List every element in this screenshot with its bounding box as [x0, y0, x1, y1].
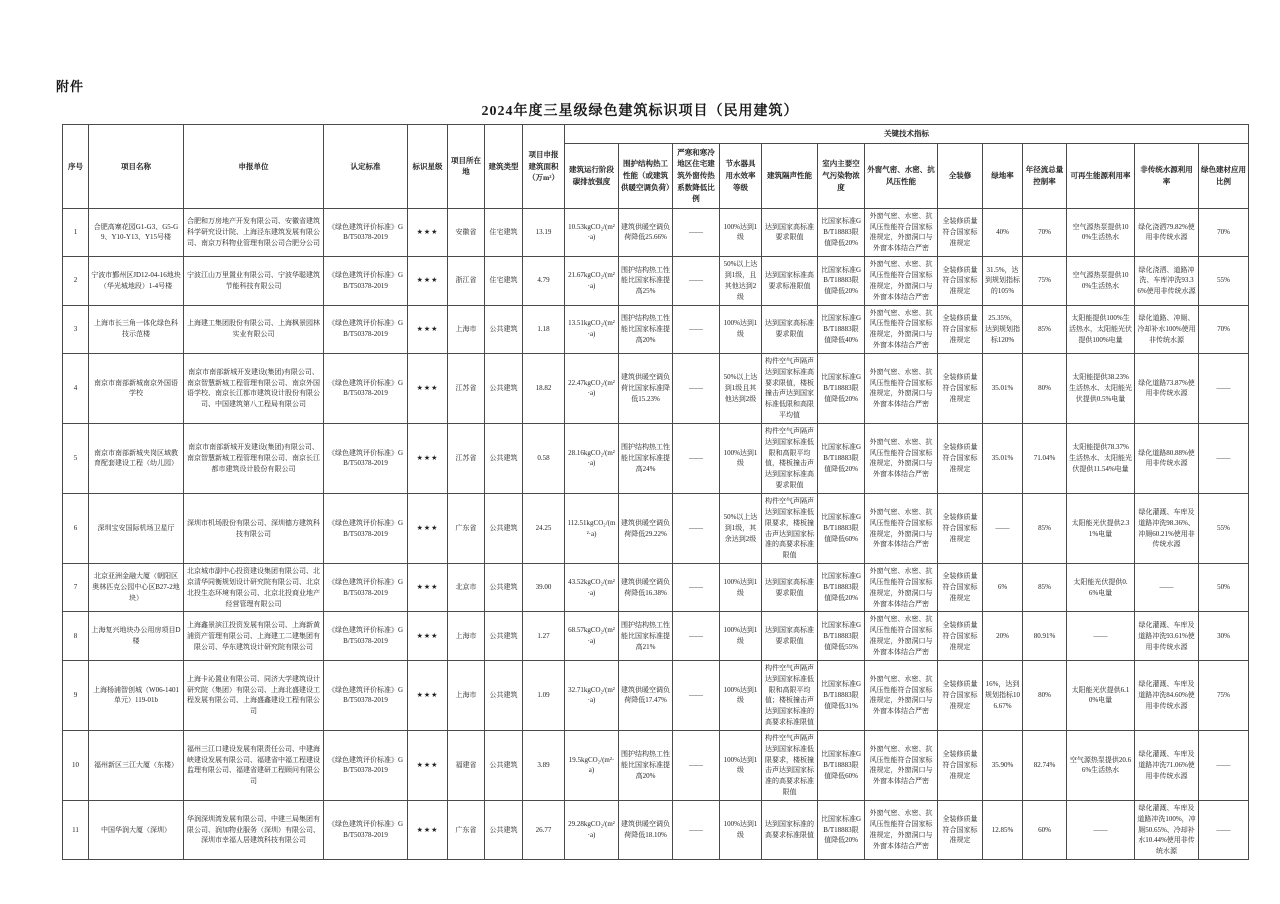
cold-region-window-reduction: —— — [673, 730, 720, 800]
carbon-intensity: 43.52kgCO₂/(m²·a) — [565, 564, 619, 612]
renewable-energy-rate: 空气源热泵提供100%生活热水 — [1067, 208, 1135, 256]
declared-area: 0.58 — [523, 423, 565, 493]
window-airtightness: 外窗气密、水密、抗风压性能符合国家标准规定，外窗洞口与外窗本体结合严密 — [865, 305, 938, 353]
green-ratio: 31.5%，达到规划指标的105% — [983, 257, 1023, 305]
water-fixture-grade: 100%达到1级 — [720, 305, 762, 353]
full-decoration: 全装修质量符合国家标准规定 — [938, 612, 983, 660]
window-airtightness: 外窗气密、水密、抗风压性能符合国家标准规定，外窗洞口与外窗本体结合严密 — [865, 257, 938, 305]
column-header: 项目所在地 — [448, 125, 485, 209]
project-location: 广东省 — [448, 800, 485, 859]
full-decoration: 全装修质量符合国家标准规定 — [938, 257, 983, 305]
declared-area: 26.77 — [523, 800, 565, 859]
key-column-header: 非传统水源利用率 — [1135, 143, 1199, 208]
certification-standard: 《绿色建筑评价标准》GB/T50378-2019 — [324, 612, 408, 660]
building-type: 住宅建筑 — [485, 257, 523, 305]
star-rating: ★★★ — [408, 730, 448, 800]
green-material-ratio: 70% — [1199, 305, 1249, 353]
full-decoration: 全装修质量符合国家标准规定 — [938, 305, 983, 353]
green-material-ratio: 75% — [1199, 660, 1249, 730]
key-indicators-group-header: 关键技术指标 — [565, 125, 1249, 144]
star-rating: ★★★ — [408, 660, 448, 730]
key-column-header: 建筑运行阶段碳排放强度 — [565, 143, 619, 208]
key-column-header: 围护结构热工性能（或建筑供暖空调负荷） — [619, 143, 673, 208]
indoor-air-pollutant: 比国家标准GB/T18883限值降低20% — [818, 423, 865, 493]
carbon-intensity: 22.47kgCO₂/(m²·a) — [565, 353, 619, 423]
envelope-performance: 建筑供暖空调负荷降低18.10% — [619, 800, 673, 859]
carbon-intensity: 29.28kgCO₂/(m²·a) — [565, 800, 619, 859]
cold-region-window-reduction: —— — [673, 494, 720, 564]
carbon-intensity: 112.51kgCO₂/(m²·a) — [565, 494, 619, 564]
star-rating: ★★★ — [408, 208, 448, 256]
declared-area: 39.00 — [523, 564, 565, 612]
building-type: 公共建筑 — [485, 660, 523, 730]
sound-insulation: 达到国家标准的高要求标准限值 — [762, 800, 818, 859]
carbon-intensity: 13.51kgCO₂/(m²·a) — [565, 305, 619, 353]
project-location: 北京市 — [448, 564, 485, 612]
water-fixture-grade: 100%达到1级 — [720, 208, 762, 256]
applicant-unit: 合肥和万房地产开发有限公司、安徽省建筑科学研究设计院、上海泾东建筑发展有限公司、南京万科物业管理有限公司合肥分公司 — [184, 208, 324, 256]
table-row — [63, 208, 1249, 256]
serial-number: 2 — [63, 257, 89, 305]
project-name: 上海杨浦智创城（W06-1401单元）119-01b — [89, 660, 184, 730]
green-ratio: 25.35%，达到规划指标120% — [983, 305, 1023, 353]
water-fixture-grade: 100%达到1级 — [720, 564, 762, 612]
carbon-intensity: 19.5kgCO₂/(m²·a) — [565, 730, 619, 800]
window-airtightness: 外窗气密、水密、抗风压性能符合国家标准规定，外窗洞口与外窗本体结合严密 — [865, 800, 938, 859]
star-rating: ★★★ — [408, 800, 448, 859]
table-row — [63, 660, 1249, 730]
renewable-energy-rate: 太阳能光伏提供0.6%电量 — [1067, 564, 1135, 612]
full-decoration: 全装修质量符合国家标准规定 — [938, 353, 983, 423]
water-fixture-grade: 50%以上达到1级，其余达到2级 — [720, 494, 762, 564]
envelope-performance: 围护结构热工性能比国家标准提高24% — [619, 423, 673, 493]
renewable-energy-rate: 空气源热泵提供20.66%生活热水 — [1067, 730, 1135, 800]
star-rating: ★★★ — [408, 257, 448, 305]
indoor-air-pollutant: 比国家标准GB/T18883限值降低20% — [818, 800, 865, 859]
indoor-air-pollutant: 比国家标准GB/T18883限值降低20% — [818, 257, 865, 305]
column-header: 标识星级 — [408, 125, 448, 209]
table-row — [63, 564, 1249, 612]
project-location: 江苏省 — [448, 423, 485, 493]
nontraditional-water-rate: 绿化浇洒、道路冲洗、车库冲洗93.36%使用非传统水源 — [1135, 257, 1199, 305]
table-row — [63, 305, 1249, 353]
cold-region-window-reduction: —— — [673, 305, 720, 353]
indoor-air-pollutant: 比国家标准GB/T18883限值降低31% — [818, 660, 865, 730]
page-title: 2024年度三星级绿色建筑标识项目（民用建筑） — [481, 104, 799, 119]
serial-number: 10 — [63, 730, 89, 800]
window-airtightness: 外窗气密、水密、抗风压性能符合国家标准规定，外窗洞口与外窗本体结合严密 — [865, 660, 938, 730]
key-column-header: 节水器具用水效率等级 — [720, 143, 762, 208]
projects-table-container — [62, 124, 1247, 860]
carbon-intensity: 21.67kgCO₂/(m²·a) — [565, 257, 619, 305]
project-location: 上海市 — [448, 612, 485, 660]
star-rating: ★★★ — [408, 423, 448, 493]
project-name: 宁波市鄞州区JD12-04-16地块（华光城地段）1-4号楼 — [89, 257, 184, 305]
carbon-intensity: 32.71kgCO₂/(m²·a) — [565, 660, 619, 730]
envelope-performance: 建筑供暖空调负荷降低25.66% — [619, 208, 673, 256]
star-rating: ★★★ — [408, 564, 448, 612]
renewable-energy-rate: —— — [1067, 612, 1135, 660]
table-row — [63, 494, 1249, 564]
key-column-header: 年径流总量控制率 — [1023, 143, 1067, 208]
runoff-control-rate: 80% — [1023, 353, 1067, 423]
full-decoration: 全装修质量符合国家标准规定 — [938, 800, 983, 859]
serial-number: 7 — [63, 564, 89, 612]
star-rating: ★★★ — [408, 305, 448, 353]
green-ratio: 35.01% — [983, 353, 1023, 423]
project-location: 上海市 — [448, 660, 485, 730]
project-location: 福建省 — [448, 730, 485, 800]
key-column-header: 全装修 — [938, 143, 983, 208]
carbon-intensity: 68.57kgCO₂/(m²·a) — [565, 612, 619, 660]
building-type: 公共建筑 — [485, 612, 523, 660]
envelope-performance: 围护结构热工性能比国家标准提高20% — [619, 305, 673, 353]
project-name: 上海复兴地块办公用房项目D楼 — [89, 612, 184, 660]
applicant-unit: 南京市南部新城开发建设(集团)有限公司、南京智慧新城工程管理有限公司、南京长江都市建筑设计股份有限公司 — [184, 423, 324, 493]
serial-number: 11 — [63, 800, 89, 859]
cold-region-window-reduction: —— — [673, 423, 720, 493]
water-fixture-grade: 100%达到1级 — [720, 800, 762, 859]
star-rating: ★★★ — [408, 612, 448, 660]
cold-region-window-reduction: —— — [673, 612, 720, 660]
nontraditional-water-rate: 绿化灌溉、车库及道路冲洗98.36%、冲厕60.21%使用非传统水源 — [1135, 494, 1199, 564]
applicant-unit: 宁波江山万里置业有限公司、宁波华聪建筑节能科技有限公司 — [184, 257, 324, 305]
renewable-energy-rate: 太阳能提供78.37%生活热水、太阳能光伏提供11.54%电量 — [1067, 423, 1135, 493]
green-material-ratio: 50% — [1199, 564, 1249, 612]
cold-region-window-reduction: —— — [673, 208, 720, 256]
building-type: 公共建筑 — [485, 564, 523, 612]
applicant-unit: 深圳市机场股份有限公司、深圳德方建筑科技有限公司 — [184, 494, 324, 564]
declared-area: 1.18 — [523, 305, 565, 353]
table-row — [63, 257, 1249, 305]
runoff-control-rate: 75% — [1023, 257, 1067, 305]
green-material-ratio: —— — [1199, 423, 1249, 493]
renewable-energy-rate: 太阳能提供38.23%生活热水、太阳能光伏提供0.5%电量 — [1067, 353, 1135, 423]
indoor-air-pollutant: 比国家标准GB/T18883限值降低60% — [818, 730, 865, 800]
key-column-header: 建筑隔声性能 — [762, 143, 818, 208]
runoff-control-rate: 70% — [1023, 208, 1067, 256]
applicant-unit: 华润深圳湾发展有限公司、中建三局集团有限公司、润加物业服务（深圳）有限公司、深圳市幸福人居建筑科技有限公司 — [184, 800, 324, 859]
sound-insulation: 构件空气声隔声达到国家标准低限和高限平均值，楼板撞击声达到国家标准高要求限值 — [762, 423, 818, 493]
runoff-control-rate: 80.91% — [1023, 612, 1067, 660]
building-type: 公共建筑 — [485, 305, 523, 353]
project-name: 中国华润大厦（深圳） — [89, 800, 184, 859]
certification-standard: 《绿色建筑评价标准》GB/T50378-2019 — [324, 353, 408, 423]
envelope-performance: 建筑供暖空调负荷比国家标准降低15.23% — [619, 353, 673, 423]
envelope-performance: 围护结构热工性能比国家标准提高20% — [619, 730, 673, 800]
building-type: 住宅建筑 — [485, 208, 523, 256]
window-airtightness: 外窗气密、水密、抗风压性能符合国家标准规定，外窗洞口与外窗本体结合严密 — [865, 494, 938, 564]
green-ratio: 35.01% — [983, 423, 1023, 493]
column-header: 申报单位 — [184, 125, 324, 209]
runoff-control-rate: 85% — [1023, 494, 1067, 564]
applicant-unit: 南京市南部新城开发建设(集团)有限公司、南京智慧新城工程管理有限公司、南京外国语学校、南京长江都市建筑设计股份有限公司、中国建筑第八工程局有限公司 — [184, 353, 324, 423]
renewable-energy-rate: 太阳能提供100%生活热水，太阳能光伏提供100%电量 — [1067, 305, 1135, 353]
table-row — [63, 423, 1249, 493]
key-column-header: 绿色建材应用比例 — [1199, 143, 1249, 208]
building-type: 公共建筑 — [485, 353, 523, 423]
serial-number: 5 — [63, 423, 89, 493]
project-location: 江苏省 — [448, 353, 485, 423]
serial-number: 6 — [63, 494, 89, 564]
renewable-energy-rate: 空气源热泵提供100%生活热水 — [1067, 257, 1135, 305]
green-ratio: —— — [983, 494, 1023, 564]
envelope-performance: 建筑供暖空调负荷降低29.22% — [619, 494, 673, 564]
green-ratio: 16%，达到规划指标106.67% — [983, 660, 1023, 730]
window-airtightness: 外窗气密、水密、抗风压性能符合国家标准规定，外窗洞口与外窗本体结合严密 — [865, 730, 938, 800]
nontraditional-water-rate: 绿化道路80.88%使用非传统水源 — [1135, 423, 1199, 493]
serial-number: 3 — [63, 305, 89, 353]
water-fixture-grade: 100%达到1级 — [720, 423, 762, 493]
table-row — [63, 612, 1249, 660]
indoor-air-pollutant: 比国家标准GB/T18883限值降低20% — [818, 353, 865, 423]
indoor-air-pollutant: 比国家标准GB/T18883限值降低55% — [818, 612, 865, 660]
serial-number: 1 — [63, 208, 89, 256]
nontraditional-water-rate: —— — [1135, 564, 1199, 612]
full-decoration: 全装修质量符合国家标准规定 — [938, 494, 983, 564]
cold-region-window-reduction: —— — [673, 564, 720, 612]
certification-standard: 《绿色建筑评价标准》GB/T50378-2019 — [324, 423, 408, 493]
table-row — [63, 353, 1249, 423]
sound-insulation: 构件空气声隔声达到国家标准低限要求，楼板撞击声达到国家标准的高要求标准限值 — [762, 730, 818, 800]
star-rating: ★★★ — [408, 494, 448, 564]
applicant-unit: 北京城市副中心投资建设集团有限公司、北京清华同衡规划设计研究院有限公司、北京北投生态环境有限公司、北京北投商业地产经营管理有限公司 — [184, 564, 324, 612]
declared-area: 1.09 — [523, 660, 565, 730]
runoff-control-rate: 82.74% — [1023, 730, 1067, 800]
full-decoration: 全装修质量符合国家标准规定 — [938, 423, 983, 493]
project-location: 上海市 — [448, 305, 485, 353]
green-material-ratio: 30% — [1199, 612, 1249, 660]
project-name: 北京亚洲金融大厦（朝阳区奥林匹克公园中心区B27-2地块） — [89, 564, 184, 612]
applicant-unit: 上海卡沁置业有限公司、同济大学建筑设计研究院（集团）有限公司、上海北盛建设工程发展有限公司、上海盛鑫建设工程有限公司 — [184, 660, 324, 730]
window-airtightness: 外窗气密、水密、抗风压性能符合国家标准规定，外窗洞口与外窗本体结合严密 — [865, 353, 938, 423]
column-header: 项目名称 — [89, 125, 184, 209]
window-airtightness: 外窗气密、水密、抗风压性能符合国家标准规定，外窗洞口与外窗本体结合严密 — [865, 612, 938, 660]
carbon-intensity: 10.53kgCO₂/(m²·a) — [565, 208, 619, 256]
key-column-header: 可再生能源利用率 — [1067, 143, 1135, 208]
nontraditional-water-rate: 绿化灌溉、车库及道路冲洗84.60%使用非传统水源 — [1135, 660, 1199, 730]
indoor-air-pollutant: 比国家标准GB/T18883限值降低20% — [818, 208, 865, 256]
key-column-header: 绿地率 — [983, 143, 1023, 208]
indoor-air-pollutant: 比国家标准GB/T18883限值降低60% — [818, 494, 865, 564]
serial-number: 9 — [63, 660, 89, 730]
green-ratio: 40% — [983, 208, 1023, 256]
green-ratio: 6% — [983, 564, 1023, 612]
project-location: 广东省 — [448, 494, 485, 564]
sound-insulation: 达到国家高标准要求限值 — [762, 305, 818, 353]
declared-area: 24.25 — [523, 494, 565, 564]
projects-table — [62, 124, 1249, 860]
full-decoration: 全装修质量符合国家标准规定 — [938, 208, 983, 256]
renewable-energy-rate: —— — [1067, 800, 1135, 859]
nontraditional-water-rate: 绿化灌溉、车库及道路冲洗100%，冲厕50.65%、冷却补水10.44%使用非传统水源 — [1135, 800, 1199, 859]
envelope-performance: 围护结构热工性能比国家标准提高21% — [619, 612, 673, 660]
applicant-unit: 上海鑫景滨江投资发展有限公司、上海新黄浦资产管理有限公司、上海建工二建集团有限公司、华东建筑设计研究院有限公司 — [184, 612, 324, 660]
renewable-energy-rate: 太阳能光伏提供6.10%电量 — [1067, 660, 1135, 730]
runoff-control-rate: 85% — [1023, 564, 1067, 612]
project-name: 南京市南部新城夹岗区域教育配套建设工程（幼儿园） — [89, 423, 184, 493]
star-rating: ★★★ — [408, 353, 448, 423]
project-name: 福州新区三江大厦（东楼） — [89, 730, 184, 800]
certification-standard: 《绿色建筑评价标准》GB/T50378-2019 — [324, 208, 408, 256]
building-type: 公共建筑 — [485, 494, 523, 564]
water-fixture-grade: 100%达到1级 — [720, 730, 762, 800]
project-location: 浙江省 — [448, 257, 485, 305]
serial-number: 8 — [63, 612, 89, 660]
runoff-control-rate: 80% — [1023, 660, 1067, 730]
envelope-performance: 建筑供暖空调负荷降低17.47% — [619, 660, 673, 730]
declared-area: 13.19 — [523, 208, 565, 256]
water-fixture-grade: 100%达到1级 — [720, 612, 762, 660]
attachment-label: 附件 — [56, 79, 85, 94]
nontraditional-water-rate: 绿化灌溉、车库及道路冲洗93.61%使用非传统水源 — [1135, 612, 1199, 660]
building-type: 公共建筑 — [485, 730, 523, 800]
envelope-performance: 建筑供暖空调负荷降低16.38% — [619, 564, 673, 612]
nontraditional-water-rate: 绿化浇洒79.82%使用非传统水源 — [1135, 208, 1199, 256]
nontraditional-water-rate: 绿化道路73.87%使用非传统水源 — [1135, 353, 1199, 423]
runoff-control-rate: 71.04% — [1023, 423, 1067, 493]
building-type: 公共建筑 — [485, 423, 523, 493]
full-decoration: 全装修质量符合国家标准规定 — [938, 730, 983, 800]
project-location: 安徽省 — [448, 208, 485, 256]
table-row — [63, 730, 1249, 800]
table-row — [63, 800, 1249, 859]
declared-area: 3.89 — [523, 730, 565, 800]
window-airtightness: 外窗气密、水密、抗风压性能符合国家标准规定，外窗洞口与外窗本体结合严密 — [865, 423, 938, 493]
sound-insulation: 构件空气声隔声达到国家标准高要求限值，楼板撞击声达到国家标准低限和高限平均值 — [762, 353, 818, 423]
cold-region-window-reduction: —— — [673, 353, 720, 423]
serial-number: 4 — [63, 353, 89, 423]
column-header: 序号 — [63, 125, 89, 209]
sound-insulation: 达到国家高标准要求限值 — [762, 208, 818, 256]
runoff-control-rate: 60% — [1023, 800, 1067, 859]
certification-standard: 《绿色建筑评价标准》GB/T50378-2019 — [324, 800, 408, 859]
green-material-ratio: 70% — [1199, 208, 1249, 256]
full-decoration: 全装修质量符合国家标准规定 — [938, 660, 983, 730]
sound-insulation: 构件空气声隔声达到国家标准低限要求，楼板撞击声达到国家标准的高要求标准限值 — [762, 494, 818, 564]
water-fixture-grade: 100%达到1级 — [720, 660, 762, 730]
project-name: 合肥高寨花园G1-G3、G5-G9、Y10-Y13、Y15号楼 — [89, 208, 184, 256]
green-ratio: 20% — [983, 612, 1023, 660]
window-airtightness: 外窗气密、水密、抗风压性能符合国家标准规定，外窗洞口与外窗本体结合严密 — [865, 564, 938, 612]
certification-standard: 《绿色建筑评价标准》GB/T50378-2019 — [324, 730, 408, 800]
applicant-unit: 上海建工集团股份有限公司、上海枫景园林实业有限公司 — [184, 305, 324, 353]
project-name: 上海市长三角一体化绿色科技示范楼 — [89, 305, 184, 353]
key-column-header: 严寒和寒冷地区住宅建筑外窗传热系数降低比例 — [673, 143, 720, 208]
applicant-unit: 福州三江口建设发展有限责任公司、中建海峡建设发展有限公司、福建省中福工程建设监理有限公司、福建省建研工程顾问有限公司 — [184, 730, 324, 800]
project-name: 深圳宝安国际机场卫星厅 — [89, 494, 184, 564]
green-ratio: 12.85% — [983, 800, 1023, 859]
green-material-ratio: 55% — [1199, 494, 1249, 564]
certification-standard: 《绿色建筑评价标准》GB/T50378-2019 — [324, 305, 408, 353]
certification-standard: 《绿色建筑评价标准》GB/T50378-2019 — [324, 257, 408, 305]
key-column-header: 室内主要空气污染物浓度 — [818, 143, 865, 208]
green-material-ratio: —— — [1199, 800, 1249, 859]
table-body — [63, 208, 1249, 859]
declared-area: 4.79 — [523, 257, 565, 305]
green-material-ratio: —— — [1199, 730, 1249, 800]
indoor-air-pollutant: 比国家标准GB/T18883限值降低20% — [818, 564, 865, 612]
envelope-performance: 围护结构热工性能比国家标准提高25% — [619, 257, 673, 305]
cold-region-window-reduction: —— — [673, 800, 720, 859]
column-header: 项目申报建筑面积（万m²） — [523, 125, 565, 209]
carbon-intensity: 28.16kgCO₂/(m²·a) — [565, 423, 619, 493]
renewable-energy-rate: 太阳能光伏提供2.31%电量 — [1067, 494, 1135, 564]
certification-standard: 《绿色建筑评价标准》GB/T50378-2019 — [324, 494, 408, 564]
certification-standard: 《绿色建筑评价标准》GB/T50378-2019 — [324, 564, 408, 612]
runoff-control-rate: 85% — [1023, 305, 1067, 353]
green-material-ratio: 55% — [1199, 257, 1249, 305]
sound-insulation: 达到国家高标准要求限值 — [762, 564, 818, 612]
green-material-ratio: —— — [1199, 353, 1249, 423]
certification-standard: 《绿色建筑评价标准》GB/T50378-2019 — [324, 660, 408, 730]
sound-insulation: 构件空气声隔声达到国家标准低限和高限平均值；楼板撞击声达到国家标准的高要求标准限值 — [762, 660, 818, 730]
column-header: 建筑类型 — [485, 125, 523, 209]
building-type: 公共建筑 — [485, 800, 523, 859]
indoor-air-pollutant: 比国家标准GB/T18883限值降低40% — [818, 305, 865, 353]
sound-insulation: 达到国家标准高要求标准限值 — [762, 257, 818, 305]
cold-region-window-reduction: —— — [673, 257, 720, 305]
declared-area: 1.27 — [523, 612, 565, 660]
key-column-header: 外窗气密、水密、抗风压性能 — [865, 143, 938, 208]
green-ratio: 35.90% — [983, 730, 1023, 800]
column-header: 认定标准 — [324, 125, 408, 209]
full-decoration: 全装修质量符合国家标准规定 — [938, 564, 983, 612]
cold-region-window-reduction: —— — [673, 660, 720, 730]
table-header — [63, 125, 1249, 209]
nontraditional-water-rate: 绿化灌溉、车库及道路冲洗71.06%使用非传统水源 — [1135, 730, 1199, 800]
project-name: 南京市南部新城南京外国语学校 — [89, 353, 184, 423]
sound-insulation: 达到国家高标准要求限值 — [762, 612, 818, 660]
water-fixture-grade: 50%以上达到1级，且其他达到2级 — [720, 257, 762, 305]
water-fixture-grade: 50%以上达到1级且其他达到2级 — [720, 353, 762, 423]
window-airtightness: 外窗气密、水密、抗风压性能符合国家标准规定，外窗洞口与外窗本体结合严密 — [865, 208, 938, 256]
declared-area: 18.82 — [523, 353, 565, 423]
nontraditional-water-rate: 绿化道路、冲厕、冷却补水100%使用非传统水源 — [1135, 305, 1199, 353]
